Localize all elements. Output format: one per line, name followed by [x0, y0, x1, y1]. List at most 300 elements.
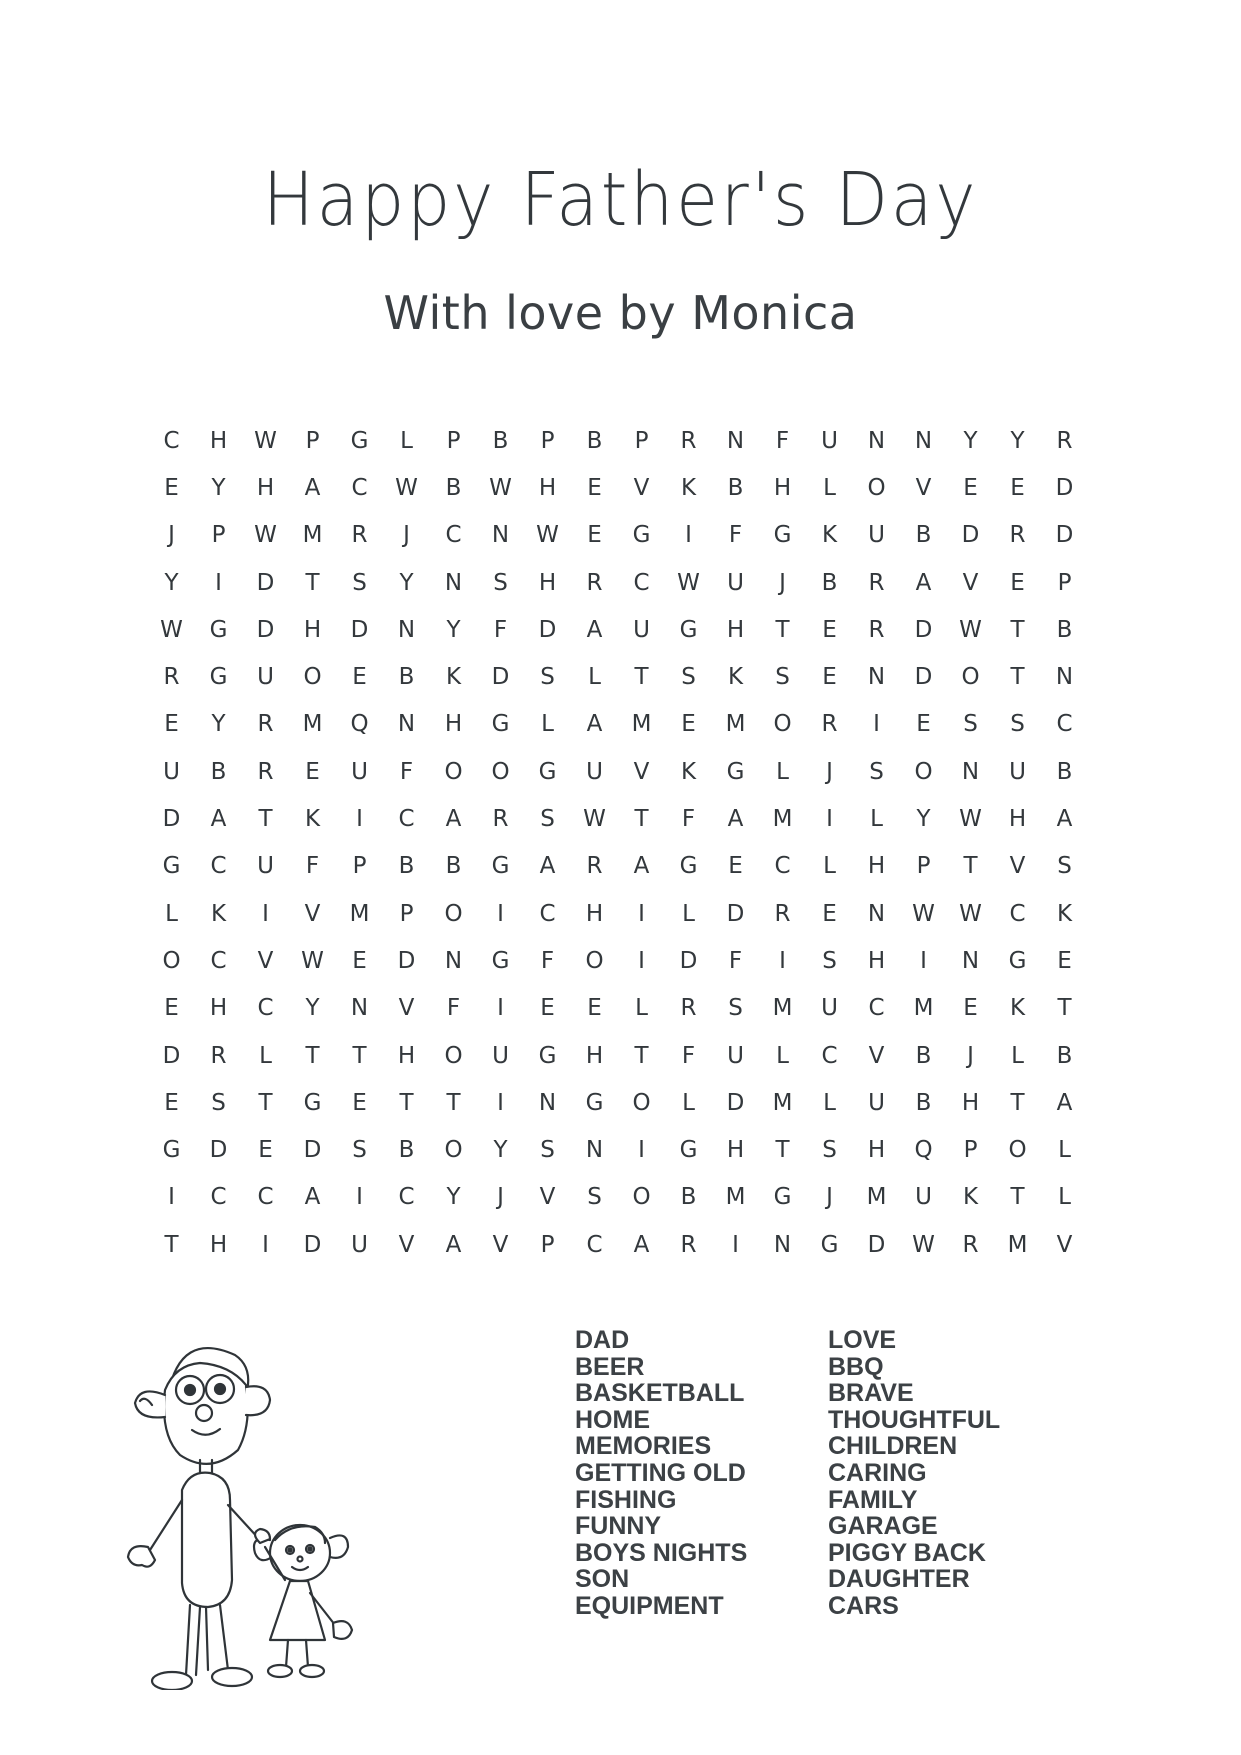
grid-letter: W [254, 522, 277, 549]
grid-letter: H [397, 1042, 416, 1069]
grid-letter: O [444, 1042, 463, 1069]
grid-letter: B [915, 1042, 932, 1069]
grid-letter: H [585, 1042, 604, 1069]
grid-letter: S [493, 569, 508, 596]
grid-letter: W [677, 569, 700, 596]
grid-letter: B [915, 1089, 932, 1116]
grid-letter: E [587, 474, 602, 501]
grid-letter: S [869, 758, 884, 785]
grid-letter: C [210, 1184, 227, 1211]
grid-letter: E [164, 474, 179, 501]
word-list-item: THOUGHTFUL [828, 1405, 1001, 1434]
grid-letter: I [168, 1184, 175, 1211]
grid-letter: E [822, 616, 837, 643]
grid-letter: G [679, 1137, 698, 1164]
word-list-item: FAMILY [828, 1485, 918, 1514]
grid-letter: G [491, 853, 510, 880]
grid-letter: C [398, 806, 415, 833]
grid-letter: K [680, 474, 697, 501]
grid-letter: R [962, 1231, 979, 1258]
grid-letter: D [726, 900, 745, 927]
grid-letter: L [588, 664, 601, 691]
grid-letter: D [491, 664, 510, 691]
grid-letter: H [444, 711, 463, 738]
grid-letter: A [304, 474, 321, 501]
grid-letter: T [775, 1137, 790, 1164]
grid-letter: D [350, 616, 369, 643]
grid-letter: F [681, 806, 696, 833]
grid-letter: L [823, 474, 836, 501]
grid-letter: O [914, 758, 933, 785]
grid-letter: B [492, 427, 509, 454]
grid-letter: H [1008, 806, 1027, 833]
grid-letter: S [540, 806, 555, 833]
grid-letter: U [492, 1042, 509, 1069]
grid-letter: I [638, 1137, 645, 1164]
grid-letter: A [633, 1231, 650, 1258]
grid-letter: G [820, 1231, 839, 1258]
grid-letter: O [867, 474, 886, 501]
grid-letter: P [399, 900, 414, 927]
grid-letter: V [398, 995, 415, 1022]
grid-letter: F [728, 522, 743, 549]
grid-letter: L [259, 1042, 272, 1069]
grid-letter: W [959, 616, 982, 643]
grid-letter: I [920, 947, 927, 974]
grid-letter: V [304, 900, 321, 927]
grid-letter: G [491, 947, 510, 974]
grid-letter: P [352, 853, 367, 880]
grid-letter: A [586, 616, 603, 643]
grid-letter: R [586, 853, 603, 880]
grid-letter: V [633, 474, 650, 501]
grid-letter: Y [446, 616, 461, 643]
grid-letter: V [1009, 853, 1026, 880]
grid-letter: G [679, 853, 698, 880]
grid-letter: S [540, 1137, 555, 1164]
grid-letter: E [352, 947, 367, 974]
grid-letter: V [539, 1184, 556, 1211]
grid-letter: A [445, 1231, 462, 1258]
grid-letter: A [1056, 1089, 1073, 1116]
grid-letter: T [399, 1089, 414, 1116]
grid-letter: E [540, 995, 555, 1022]
grid-letter: J [826, 1184, 833, 1211]
grid-letter: T [258, 1089, 273, 1116]
grid-letter: A [210, 806, 227, 833]
grid-letter: T [352, 1042, 367, 1069]
grid-letter: O [444, 758, 463, 785]
grid-letter: N [773, 1231, 792, 1258]
grid-letter: D [209, 1137, 228, 1164]
grid-letter: F [305, 853, 320, 880]
grid-letter: M [772, 995, 793, 1022]
grid-letter: W [536, 522, 559, 549]
grid-letter: E [1010, 569, 1025, 596]
grid-letter: T [775, 616, 790, 643]
grid-letter: U [868, 1089, 885, 1116]
grid-letter: C [210, 853, 227, 880]
word-list-item: CARING [828, 1458, 927, 1487]
grid-letter: N [867, 900, 886, 927]
grid-letter: N [350, 995, 369, 1022]
grid-letter: K [445, 664, 462, 691]
grid-letter: H [256, 474, 275, 501]
grid-letter: S [211, 1089, 226, 1116]
grid-letter: G [491, 711, 510, 738]
grid-letter: D [867, 1231, 886, 1258]
grid-letter: J [497, 1184, 504, 1211]
grid-letter: Y [1010, 427, 1025, 454]
grid-letter: C [1056, 711, 1073, 738]
grid-letter: R [821, 711, 838, 738]
grid-letter: N [444, 569, 463, 596]
grid-letter: O [444, 900, 463, 927]
grid-letter: M [725, 711, 746, 738]
grid-letter: E [963, 474, 978, 501]
grid-letter: U [727, 1042, 744, 1069]
grid-letter: B [445, 474, 462, 501]
grid-letter: N [585, 1137, 604, 1164]
grid-letter: H [773, 474, 792, 501]
grid-letter: N [397, 616, 416, 643]
grid-letter: C [257, 995, 274, 1022]
word-list-item: BEER [575, 1352, 645, 1381]
grid-letter: G [538, 1042, 557, 1069]
grid-letter: R [163, 664, 180, 691]
grid-letter: O [303, 664, 322, 691]
grid-letter: L [823, 853, 836, 880]
grid-letter: M [302, 711, 323, 738]
grid-letter: U [351, 758, 368, 785]
grid-letter: M [725, 1184, 746, 1211]
grid-letter: R [1009, 522, 1026, 549]
grid-letter: R [257, 711, 274, 738]
grid-letter: U [727, 569, 744, 596]
page-subtitle: With love by Monica [383, 286, 858, 340]
grid-letter: S [587, 1184, 602, 1211]
grid-letter: O [162, 947, 181, 974]
word-list-item: LOVE [828, 1326, 897, 1354]
grid-letter: M [866, 1184, 887, 1211]
grid-letter: O [585, 947, 604, 974]
grid-letter: I [497, 900, 504, 927]
grid-letter: R [868, 616, 885, 643]
grid-letter: P [634, 427, 649, 454]
grid-letter: K [727, 664, 744, 691]
grid-letter: E [822, 664, 837, 691]
grid-letter: A [633, 853, 650, 880]
grid-letter: M [631, 711, 652, 738]
grid-letter: W [959, 806, 982, 833]
grid-letter: R [680, 995, 697, 1022]
grid-letter: H [867, 947, 886, 974]
grid-letter: I [497, 1089, 504, 1116]
grid-letter: U [257, 853, 274, 880]
grid-letter: L [682, 900, 695, 927]
grid-letter: O [961, 664, 980, 691]
grid-letter: R [351, 522, 368, 549]
grid-letter: B [398, 664, 415, 691]
grid-letter: E [728, 853, 743, 880]
grid-letter: R [680, 1231, 697, 1258]
grid-letter: E [352, 1089, 367, 1116]
grid-letter: M [772, 806, 793, 833]
grid-letter: C [445, 522, 462, 549]
word-list-item: MEMORIES [575, 1432, 712, 1461]
grid-letter: N [961, 947, 980, 974]
grid-letter: I [262, 1231, 269, 1258]
grid-letter: U [351, 1231, 368, 1258]
grid-letter: R [1056, 427, 1073, 454]
grid-letter: E [1010, 474, 1025, 501]
grid-letter: N [867, 427, 886, 454]
grid-letter: T [634, 1042, 649, 1069]
grid-letter: K [1009, 995, 1026, 1022]
grid-letter: G [538, 758, 557, 785]
grid-letter: V [633, 758, 650, 785]
grid-letter: I [356, 1184, 363, 1211]
grid-letter: I [685, 522, 692, 549]
word-list-item: FISHING [575, 1485, 677, 1514]
grid-letter: P [305, 427, 320, 454]
grid-letter: E [258, 1137, 273, 1164]
grid-letter: B [1056, 758, 1073, 785]
grid-letter: I [873, 711, 880, 738]
grid-letter: L [682, 1089, 695, 1116]
word-list-item: BOYS NIGHTS [575, 1538, 748, 1567]
grid-letter: I [779, 947, 786, 974]
grid-letter: T [1010, 664, 1025, 691]
grid-letter: S [540, 664, 555, 691]
grid-letter: T [963, 853, 978, 880]
grid-letter: C [210, 947, 227, 974]
grid-letter: D [1055, 522, 1074, 549]
grid-letter: G [773, 522, 792, 549]
grid-letter: I [262, 900, 269, 927]
grid-letter: K [1056, 900, 1073, 927]
word-list-item: BBQ [828, 1352, 884, 1381]
grid-letter: T [446, 1089, 461, 1116]
grid-letter: G [209, 664, 228, 691]
grid-letter: D [538, 616, 557, 643]
father-daughter-illustration [120, 1325, 400, 1690]
page-title: Happy Father's Day [262, 157, 979, 243]
grid-letter: H [726, 616, 745, 643]
grid-letter: I [497, 995, 504, 1022]
grid-letter: S [728, 995, 743, 1022]
grid-letter: O [1008, 1137, 1027, 1164]
grid-letter: T [258, 806, 273, 833]
word-list-item: SON [575, 1565, 630, 1594]
grid-letter: J [403, 522, 410, 549]
grid-letter: S [681, 664, 696, 691]
grid-letter: N [397, 711, 416, 738]
grid-letter: T [1010, 616, 1025, 643]
grid-letter: L [870, 806, 883, 833]
grid-letter: N [914, 427, 933, 454]
grid-letter: U [586, 758, 603, 785]
grid-letter: D [914, 664, 933, 691]
grid-letter: T [1057, 995, 1072, 1022]
grid-letter: Y [164, 569, 179, 596]
grid-letter: R [774, 900, 791, 927]
word-list-column-1 [575, 1327, 747, 1620]
grid-letter: I [356, 806, 363, 833]
grid-letter: Y [211, 711, 226, 738]
father-figure [128, 1348, 270, 1690]
grid-letter: V [257, 947, 274, 974]
grid-letter: U [1009, 758, 1026, 785]
grid-letter: W [959, 900, 982, 927]
grid-letter: Y [446, 1184, 461, 1211]
grid-letter: P [540, 1231, 555, 1258]
grid-letter: C [774, 853, 791, 880]
grid-letter: O [632, 1184, 651, 1211]
grid-letter: A [539, 853, 556, 880]
grid-letter: H [209, 995, 228, 1022]
grid-letter: D [162, 1042, 181, 1069]
grid-letter: H [867, 1137, 886, 1164]
grid-letter: W [254, 427, 277, 454]
grid-letter: T [1010, 1089, 1025, 1116]
grid-letter: V [868, 1042, 885, 1069]
grid-letter: L [1058, 1184, 1071, 1211]
grid-letter: P [446, 427, 461, 454]
grid-letter: D [1055, 474, 1074, 501]
grid-letter: R [492, 806, 509, 833]
grid-letter: Q [350, 711, 369, 738]
grid-letter: N [867, 664, 886, 691]
word-list-item: PIGGY BACK [828, 1538, 986, 1567]
grid-letter: V [492, 1231, 509, 1258]
grid-letter: O [632, 1089, 651, 1116]
grid-letter: N [444, 947, 463, 974]
grid-letter: E [164, 1089, 179, 1116]
grid-letter: B [1056, 616, 1073, 643]
grid-letter: L [635, 995, 648, 1022]
grid-letter: H [585, 900, 604, 927]
grid-letter: E [916, 711, 931, 738]
grid-letter: G [209, 616, 228, 643]
grid-letter: L [776, 1042, 789, 1069]
grid-letter: I [215, 569, 222, 596]
grid-letter: Y [305, 995, 320, 1022]
word-list-column-2 [828, 1327, 1000, 1620]
grid-letter: F [728, 947, 743, 974]
word-list-item: EQUIPMENT [575, 1591, 724, 1620]
grid-letter: C [163, 427, 180, 454]
grid-letter: G [162, 1137, 181, 1164]
grid-letter: L [1058, 1137, 1071, 1164]
grid-letter: F [399, 758, 414, 785]
grid-letter: D [726, 1089, 745, 1116]
grid-letter: O [773, 711, 792, 738]
word-list-item: DAD [575, 1326, 630, 1354]
word-search-grid [148, 417, 1088, 1268]
word-list-item: BRAVE [828, 1379, 914, 1408]
grid-letter: F [493, 616, 508, 643]
grid-letter: N [491, 522, 510, 549]
grid-letter: S [352, 1137, 367, 1164]
grid-letter: V [1056, 1231, 1073, 1258]
grid-letter: E [587, 522, 602, 549]
grid-letter: E [822, 900, 837, 927]
grid-letter: D [303, 1231, 322, 1258]
grid-letter: R [680, 427, 697, 454]
grid-letter: T [305, 569, 320, 596]
grid-letter: U [868, 522, 885, 549]
grid-letter: K [210, 900, 227, 927]
grid-letter: G [726, 758, 745, 785]
grid-letter: R [210, 1042, 227, 1069]
grid-letter: S [1057, 853, 1072, 880]
grid-letter: W [489, 474, 512, 501]
grid-letter: K [680, 758, 697, 785]
grid-letter: Q [914, 1137, 933, 1164]
grid-letter: M [913, 995, 934, 1022]
grid-letter: C [351, 474, 368, 501]
grid-letter: M [772, 1089, 793, 1116]
word-list-item: GARAGE [828, 1512, 938, 1541]
grid-letter: L [776, 758, 789, 785]
grid-letter: B [1056, 1042, 1073, 1069]
grid-letter: G [1008, 947, 1027, 974]
grid-letter: N [1055, 664, 1074, 691]
grid-letter: G [679, 616, 698, 643]
grid-letter: D [256, 569, 275, 596]
grid-letter: C [257, 1184, 274, 1211]
word-list-item: CARS [828, 1591, 899, 1620]
grid-letter: O [444, 1137, 463, 1164]
grid-letter: P [963, 1137, 978, 1164]
grid-letter: S [822, 947, 837, 974]
grid-letter: I [638, 900, 645, 927]
grid-letter: S [822, 1137, 837, 1164]
grid-letter: R [586, 569, 603, 596]
grid-letter: P [540, 427, 555, 454]
grid-letter: D [303, 1137, 322, 1164]
grid-letter: Y [916, 806, 931, 833]
grid-letter: C [821, 1042, 838, 1069]
grid-letter: T [305, 1042, 320, 1069]
grid-letter: S [1010, 711, 1025, 738]
grid-letter: P [1057, 569, 1072, 596]
grid-letter: V [398, 1231, 415, 1258]
grid-letter: L [823, 1089, 836, 1116]
grid-letter: G [303, 1089, 322, 1116]
grid-letter: B [586, 427, 603, 454]
grid-letter: J [967, 1042, 974, 1069]
grid-letter: S [352, 569, 367, 596]
grid-letter: F [446, 995, 461, 1022]
grid-letter: H [538, 569, 557, 596]
grid-letter: B [398, 853, 415, 880]
grid-letter: F [540, 947, 555, 974]
grid-letter: E [352, 664, 367, 691]
grid-letter: M [1007, 1231, 1028, 1258]
grid-letter: U [915, 1184, 932, 1211]
grid-letter: S [775, 664, 790, 691]
grid-letter: C [586, 1231, 603, 1258]
grid-letter: C [633, 569, 650, 596]
grid-letter: U [821, 427, 838, 454]
grid-letter: F [775, 427, 790, 454]
grid-letter: A [445, 806, 462, 833]
grid-letter: V [915, 474, 932, 501]
grid-letter: C [398, 1184, 415, 1211]
grid-letter: J [779, 569, 786, 596]
